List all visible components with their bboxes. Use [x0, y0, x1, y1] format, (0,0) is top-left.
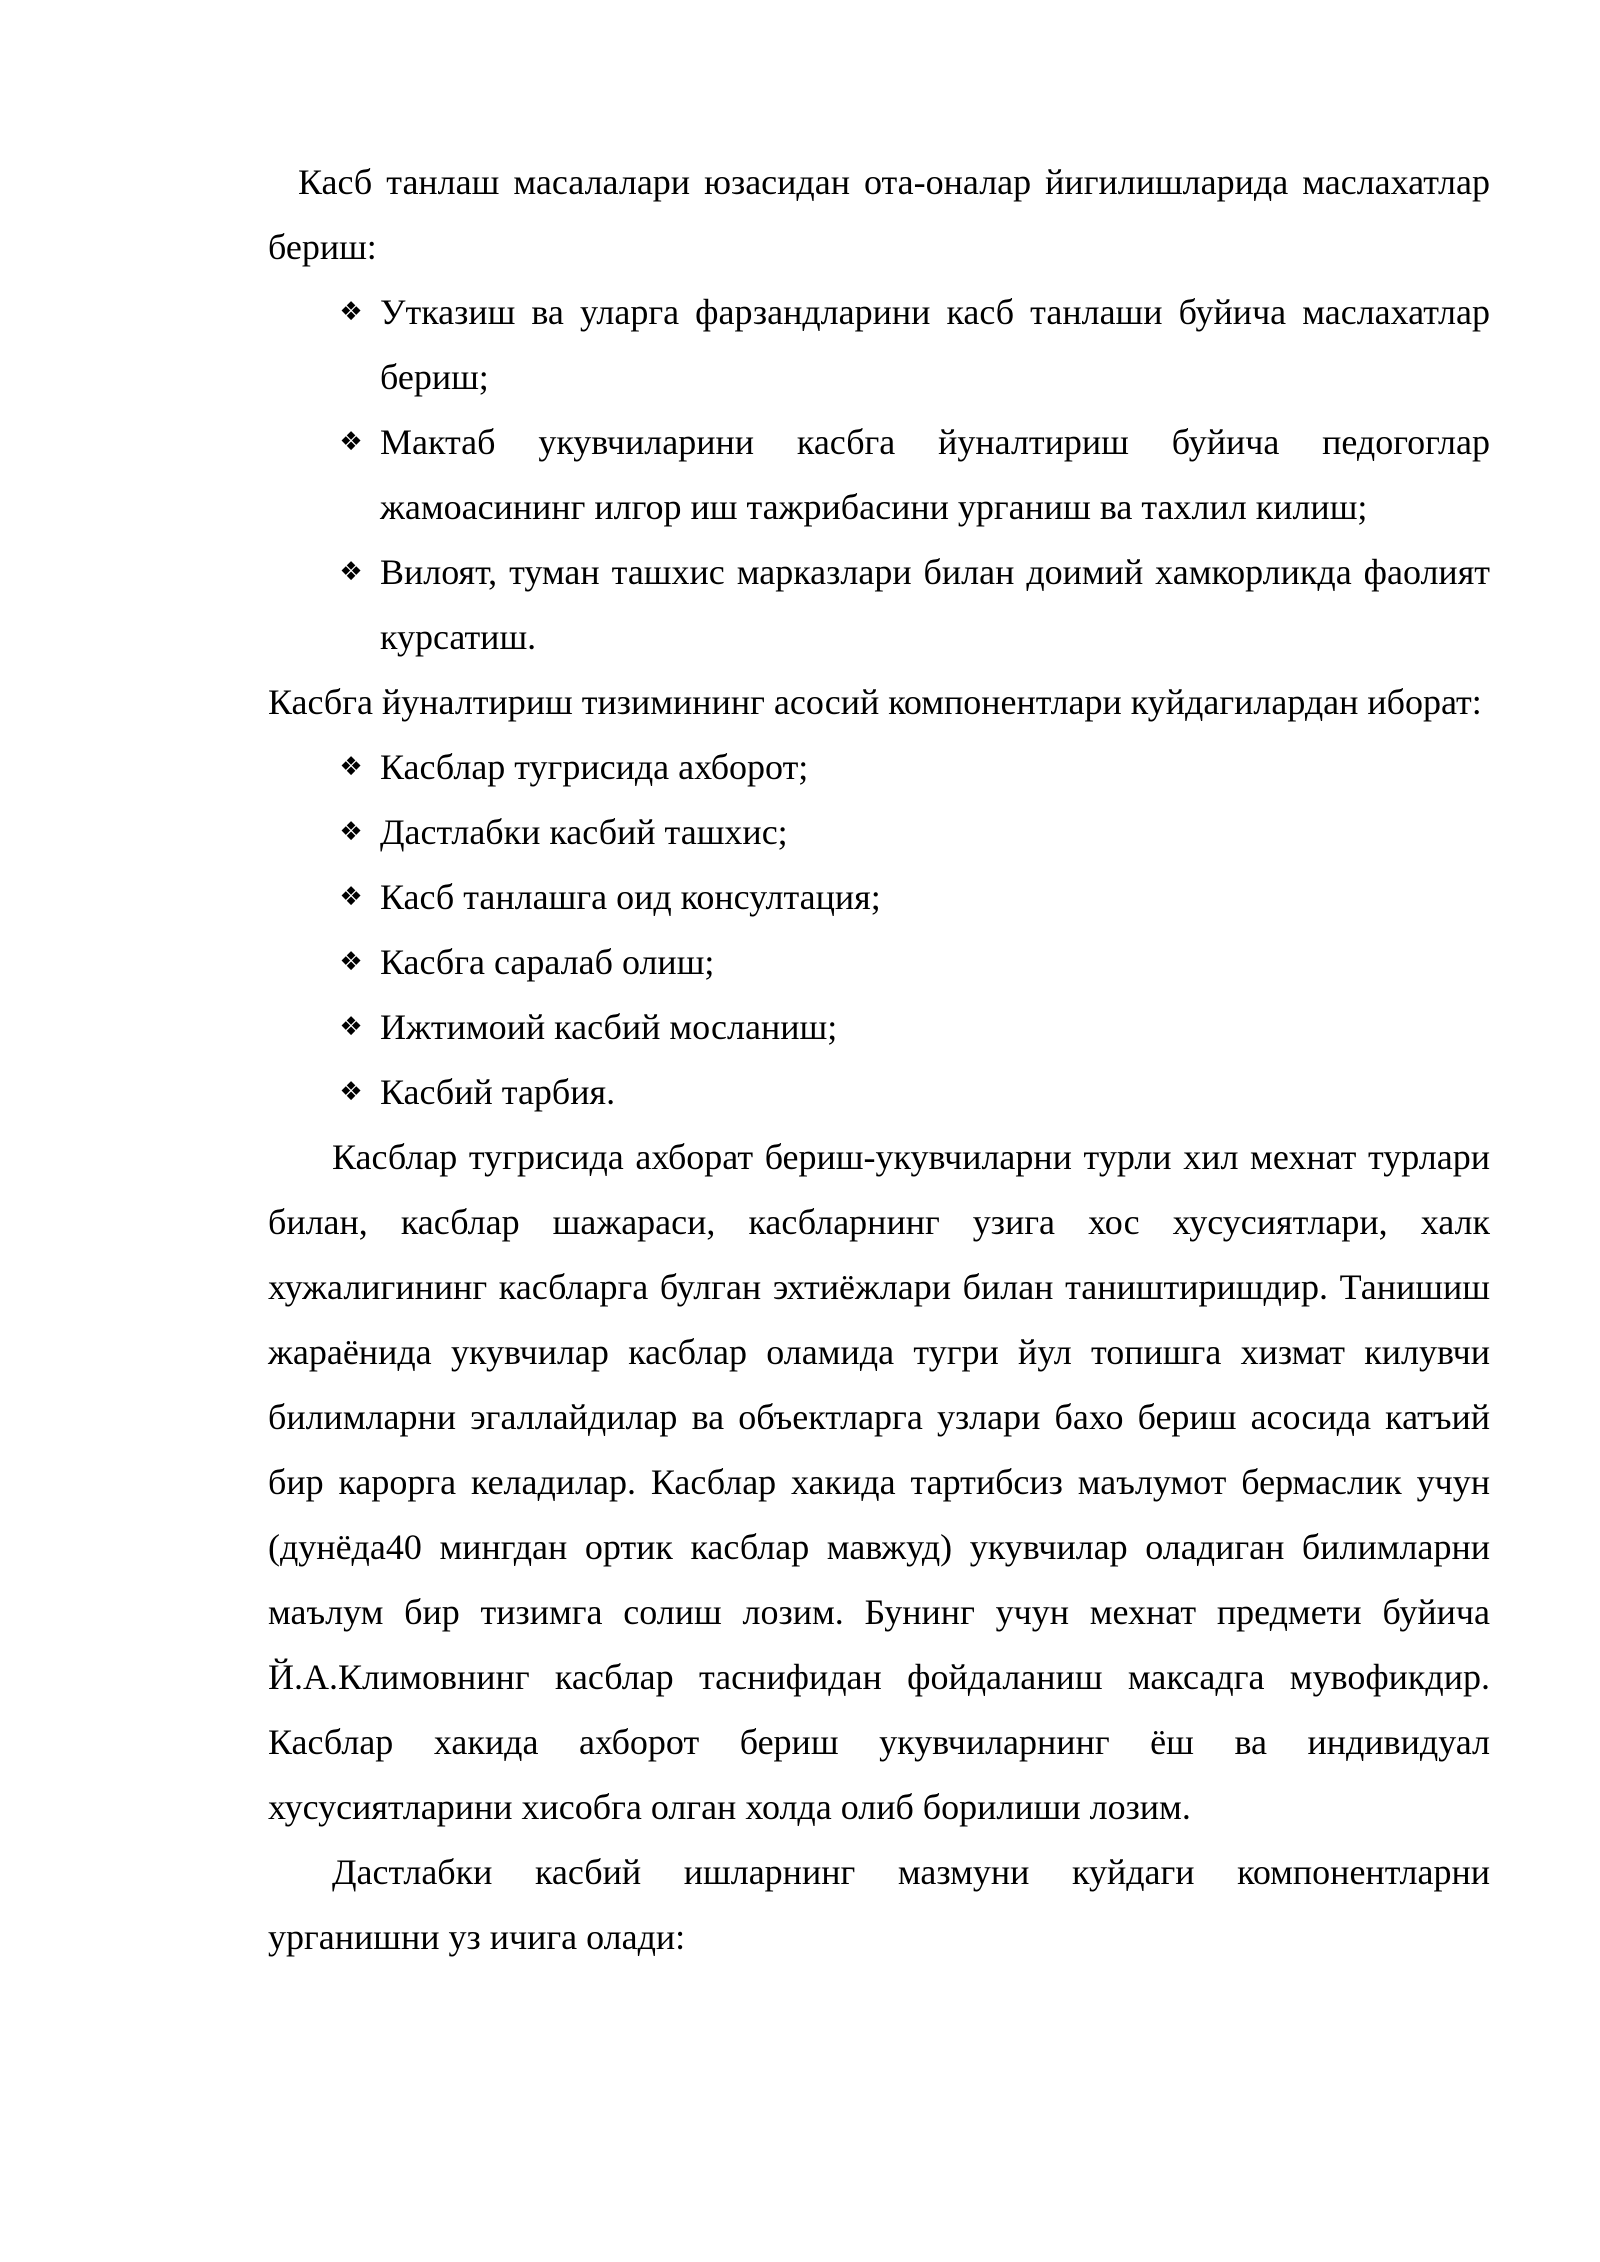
- list-item: [268, 1060, 1490, 1125]
- list-item-text: Касб танлашга оид консултация;: [380, 877, 881, 917]
- list-item: [268, 280, 1490, 410]
- four-diamond-bullet-icon: ❖: [339, 882, 363, 912]
- final-paragraph: Дастлабки касбий ишларнинг мазмуни куйдаги компонентларни урганишни уз ичига олади:: [268, 1852, 1490, 1957]
- list-item-text: Касблар тугрисида ахборот;: [380, 747, 809, 787]
- list-item-text: Утказиш ва уларга фарзандларини касб танлаши буйича маслахатлар бериш;: [380, 292, 1490, 397]
- four-diamond-bullet-icon: ❖: [339, 817, 363, 847]
- list-item-text: Вилоят, туман ташхис марказлари билан доимий хамкорликда фаолият курсатиш.: [380, 552, 1490, 657]
- four-diamond-bullet-icon: ❖: [339, 557, 363, 587]
- intro-paragraph: Касб танлаш масалалари юзасидан ота-оналар йигилишларида маслахатлар бериш:: [268, 162, 1490, 267]
- list-item: [268, 930, 1490, 995]
- four-diamond-bullet-icon: ❖: [339, 947, 363, 977]
- list-item-text: Мактаб укувчиларини касбга йуналтириш буйича педогоглар жамоасининг илгор иш тажрибасини урганиш ва тахлил килиш;: [380, 422, 1490, 527]
- list-item: [268, 410, 1490, 540]
- components-list: [268, 735, 1490, 1125]
- list-item: [268, 800, 1490, 865]
- list-item-text: Ижтимоий касбий мосланиш;: [380, 1007, 838, 1047]
- list-item-text: Касбий тарбия.: [380, 1072, 616, 1112]
- four-diamond-bullet-icon: ❖: [339, 427, 363, 457]
- list-item: [268, 540, 1490, 670]
- list-item: [268, 865, 1490, 930]
- advice-list: [268, 280, 1490, 670]
- four-diamond-bullet-icon: ❖: [339, 1012, 363, 1042]
- four-diamond-bullet-icon: ❖: [339, 1077, 363, 1107]
- four-diamond-bullet-icon: ❖: [339, 752, 363, 782]
- four-diamond-bullet-icon: ❖: [339, 297, 363, 327]
- list-item-text: Дастлабки касбий ташхис;: [380, 812, 788, 852]
- components-intro-paragraph: Касбга йуналтириш тизимининг асосий компонентлари куйдагилардан иборат:: [268, 682, 1482, 722]
- info-paragraph: Касблар тугрисида ахборат бериш-укувчиларни турли хил мехнат турлари билан, касблар шажараси, касбларнинг узига хос хусусиятлари, халк хужалигининг касбларга булган эхтиёжлари билан таништиришдир. Танишиш жараёнида укувчилар касблар оламида тугри йул топишга хизмат килувчи билимларни эгаллайдилар ва объектларга узлари бахо бериш асосида катъий бир карорга келадилар. Касблар хакида тартибсиз маълумот бермаслик учун (дунёда40 мингдан ортик касблар мавжуд) укувчилар оладиган билимларни маълум бир тизимга солиш лозим. Бунинг учун мехнат предмети буйича Й.А.Климовнинг касблар таснифидан фойдаланиш максадга мувофикдир. Касблар хакида ахборот бериш укувчиларнинг ёш ва индивидуал хусусиятларини хисобга олган холда олиб борилиши лозим.: [268, 1137, 1490, 1827]
- list-item: [268, 995, 1490, 1060]
- document-body: [268, 150, 1490, 1970]
- list-item-text: Касбга саралаб олиш;: [380, 942, 715, 982]
- list-item: [268, 735, 1490, 800]
